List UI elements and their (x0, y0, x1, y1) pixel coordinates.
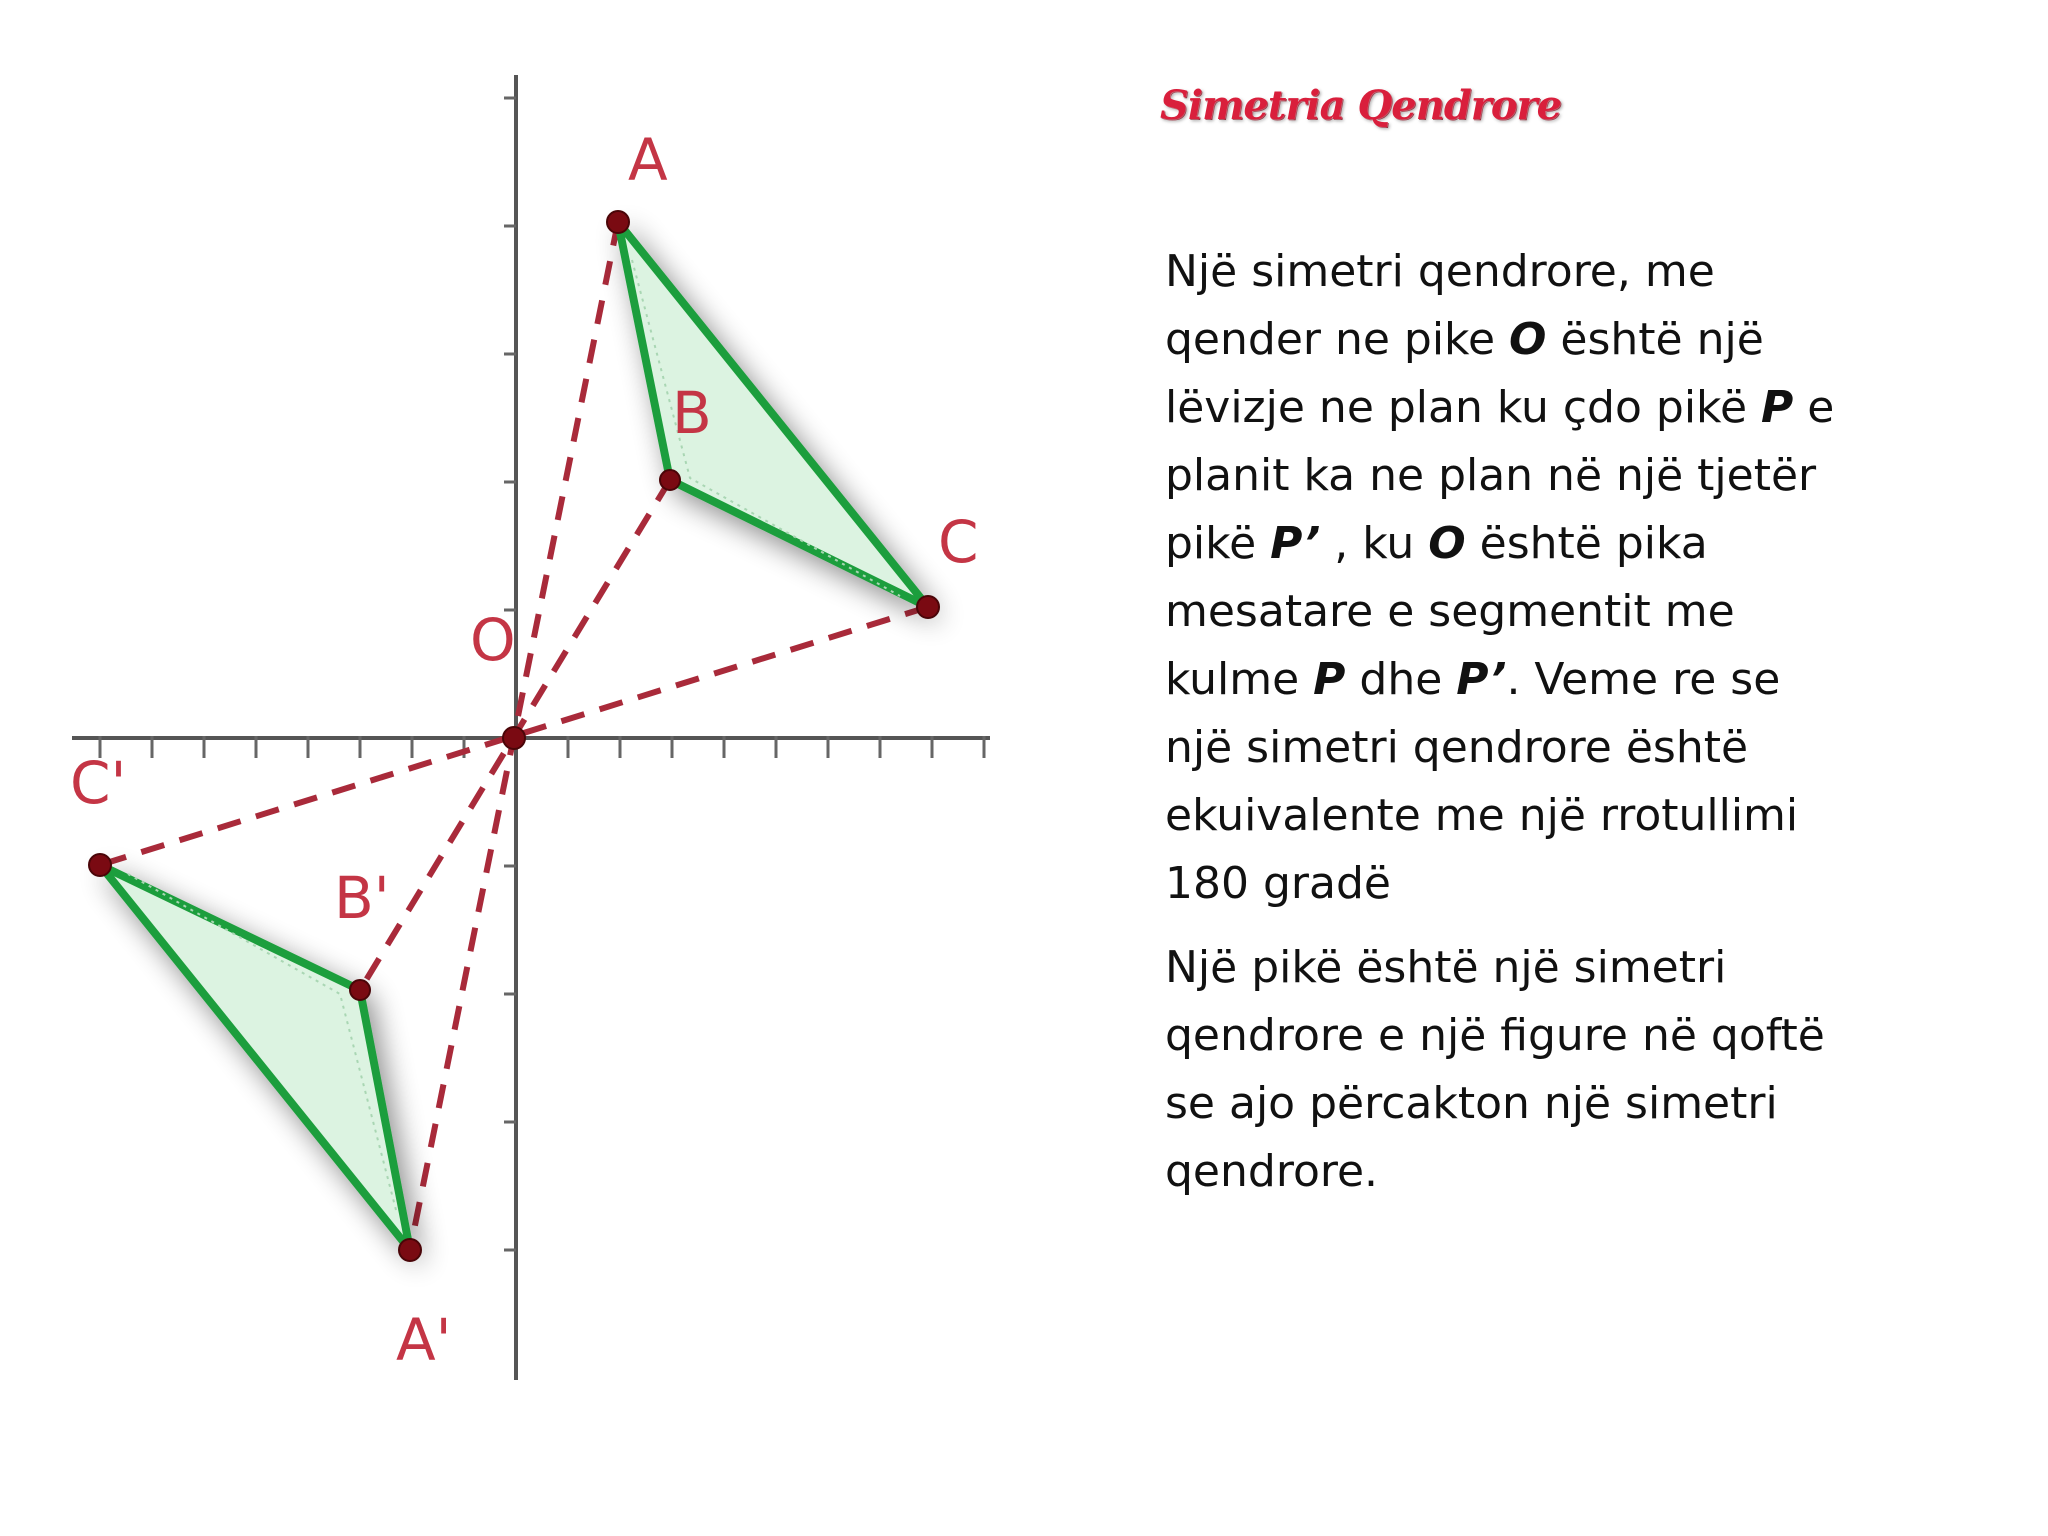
triangle-ABC (618, 222, 928, 607)
coordinate-axes (72, 75, 990, 1380)
text-line: një simetri qendrore është (1165, 722, 1749, 773)
text-line: pikë P’ , ku O është pika (1165, 518, 1708, 569)
text-line: kulme P dhe P’. Veme re se (1165, 654, 1781, 705)
text-line: ekuivalente me një rrotullimi (1165, 790, 1799, 841)
text-line: se ajo përcakton një simetri (1165, 1078, 1778, 1129)
label-O: O (470, 606, 516, 674)
text-line: mesatare e segmentit me (1165, 586, 1735, 637)
text-line: Një simetri qendrore, me (1165, 246, 1715, 297)
label-B: B (672, 379, 712, 447)
point-A-prime (399, 1239, 421, 1261)
label-A: A (628, 126, 668, 194)
text-line: lëvizje ne plan ku çdo pikë P e (1165, 382, 1835, 433)
point-C (917, 596, 939, 618)
definition-paragraph (1165, 238, 1885, 918)
point-B (660, 470, 680, 490)
slide-title: Simetria Qendrore (1160, 82, 1562, 129)
label-C: C (938, 508, 979, 576)
text-line: Një pikë është një simetri (1165, 942, 1727, 993)
text-line: qendrore. (1165, 1146, 1379, 1197)
axis-ticks (100, 98, 984, 1250)
central-symmetry-figure (0, 0, 1060, 1420)
point-B-prime (350, 980, 370, 1000)
point-C-prime (89, 854, 111, 876)
label-B-prime: B' (334, 864, 390, 932)
text-line: 180 gradë (1165, 858, 1391, 909)
point-A (607, 211, 629, 233)
label-A-prime: A' (396, 1306, 452, 1374)
point-symmetry-paragraph (1165, 934, 1885, 1206)
point-O (503, 727, 525, 749)
text-line: planit ka ne plan në një tjetër (1165, 450, 1817, 501)
text-line: qender ne pike O është një (1165, 314, 1764, 365)
text-line: qendrore e një figure në qoftë (1165, 1010, 1825, 1061)
label-C-prime: C' (70, 749, 127, 817)
